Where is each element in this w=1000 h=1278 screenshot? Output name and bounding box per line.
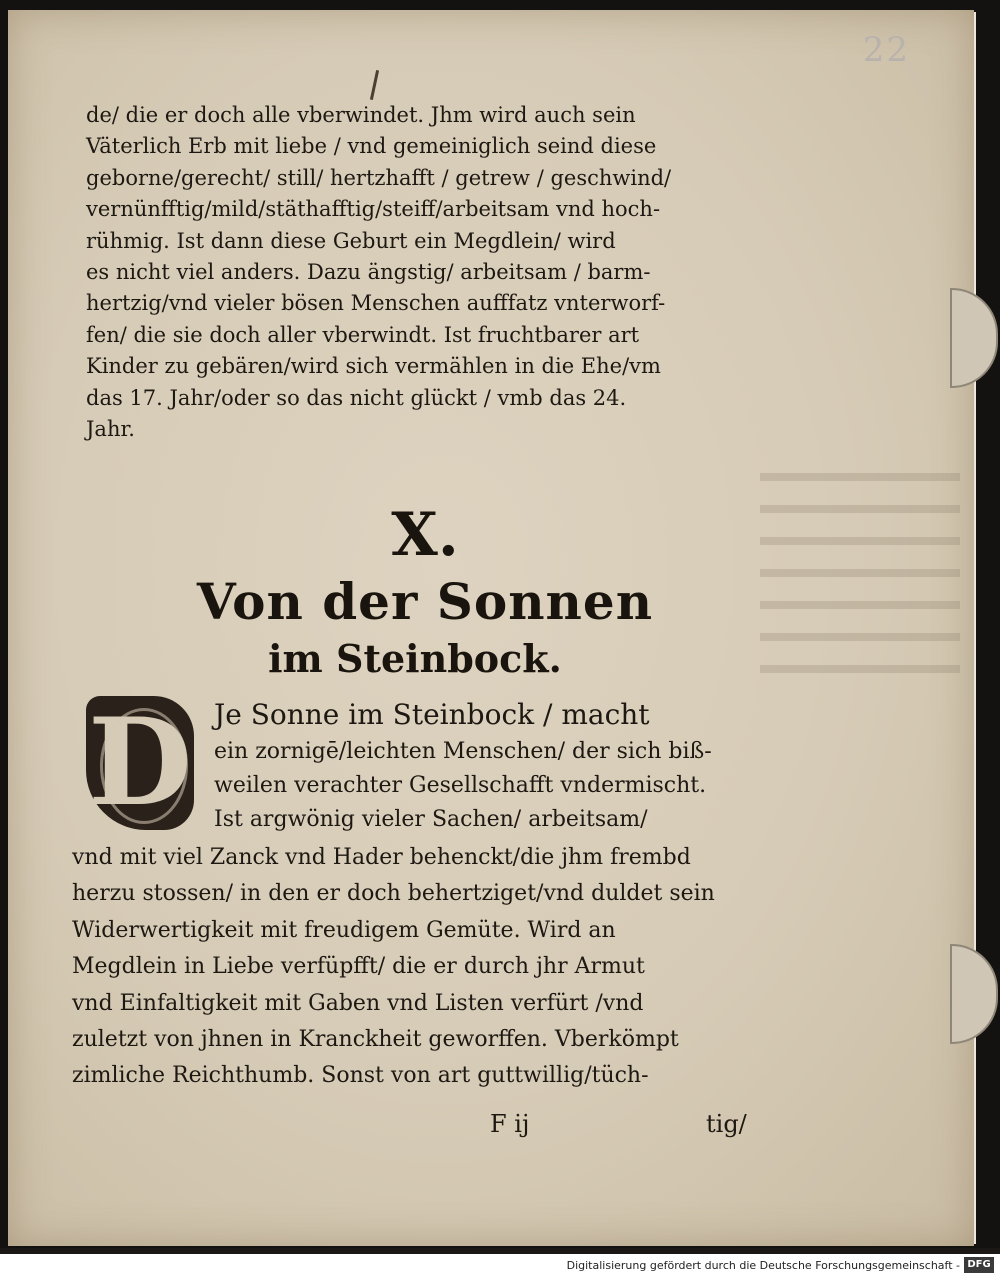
text-line: hertzig/vnd vieler bösen Menschen aufffatz vnterworf- xyxy=(86,291,666,316)
text-line: Ist argwönig vieler Sachen/ arbeitsam/ xyxy=(214,807,648,832)
funding-notice: Digitalisierung gefördert durch die Deutsche Forschungsgemeinschaft - xyxy=(566,1259,960,1272)
text-line: herzu stossen/ in den er doch behertziget/vnd duldet sein xyxy=(72,881,715,907)
text-line: rühmig. Ist dann diese Geburt ein Megdlein/ wird xyxy=(86,228,616,253)
text-line: weilen verachter Gesellschafft vndermischt. xyxy=(214,773,707,798)
continued-paragraph xyxy=(86,100,776,445)
text-line: ein zornigē/leichten Menschen/ der sich biß- xyxy=(214,739,712,764)
text-line: das 17. Jahr/oder so das nicht glückt / vmb das 24. xyxy=(86,385,627,410)
signature-mark: F ij xyxy=(490,1110,530,1138)
text-line: es nicht viel anders. Dazu ängstig/ arbeitsam / barm- xyxy=(86,260,651,285)
section-number: X. xyxy=(391,500,459,570)
dfg-logo: DFG xyxy=(964,1257,994,1273)
text-line: zuletzt von jhnen in Kranckheit geworffen. Vberkömpt xyxy=(72,1027,679,1053)
section-subtitle: im Steinbock. xyxy=(268,636,562,681)
initial-flourish xyxy=(100,708,188,824)
text-line: Je Sonne im Steinbock / macht xyxy=(214,698,650,731)
text-line: de/ die er doch alle vberwindet. Jhm wird auch sein xyxy=(86,103,636,127)
text-line: vnd Einfaltigkeit mit Gaben vnd Listen verfürt /vnd xyxy=(72,990,644,1016)
decorated-initial: D xyxy=(87,692,193,833)
catchword: tig/ xyxy=(706,1110,747,1138)
body-paragraph xyxy=(72,840,715,1095)
text-line: vnd mit viel Zanck vnd Hader behenckt/die jhm frembd xyxy=(72,845,691,870)
section-title: Von der Sonnen xyxy=(196,572,654,631)
text-line: Widerwertigkeit mit freudigem Gemüte. Wird an xyxy=(72,917,616,943)
text-line: Megdlein in Liebe verfüpfft/ die er durch jhr Armut xyxy=(72,954,645,980)
pencil-page-number: 22 xyxy=(862,30,910,70)
text-line: fen/ die sie doch aller vberwindt. Ist fruchtbarer art xyxy=(86,322,640,347)
text-line: Väterlich Erb mit liebe / vnd gemeiniglich seind diese xyxy=(86,134,657,159)
text-line: Kinder zu gebären/wird sich vermählen in die Ehe/vm xyxy=(86,354,661,379)
opening-paragraph xyxy=(214,695,712,837)
text-line: geborne/gerecht/ still/ hertzhafft / getrew / geschwind/ xyxy=(86,165,672,190)
footer-bar xyxy=(0,1254,1000,1278)
text-line: zimliche Reichthumb. Sonst von art guttwillig/tüch- xyxy=(72,1063,649,1089)
text-line: Jahr. xyxy=(86,417,135,442)
text-line: vernünfftig/mild/stäthafftig/steiff/arbeitsam vnd hoch- xyxy=(86,197,661,222)
